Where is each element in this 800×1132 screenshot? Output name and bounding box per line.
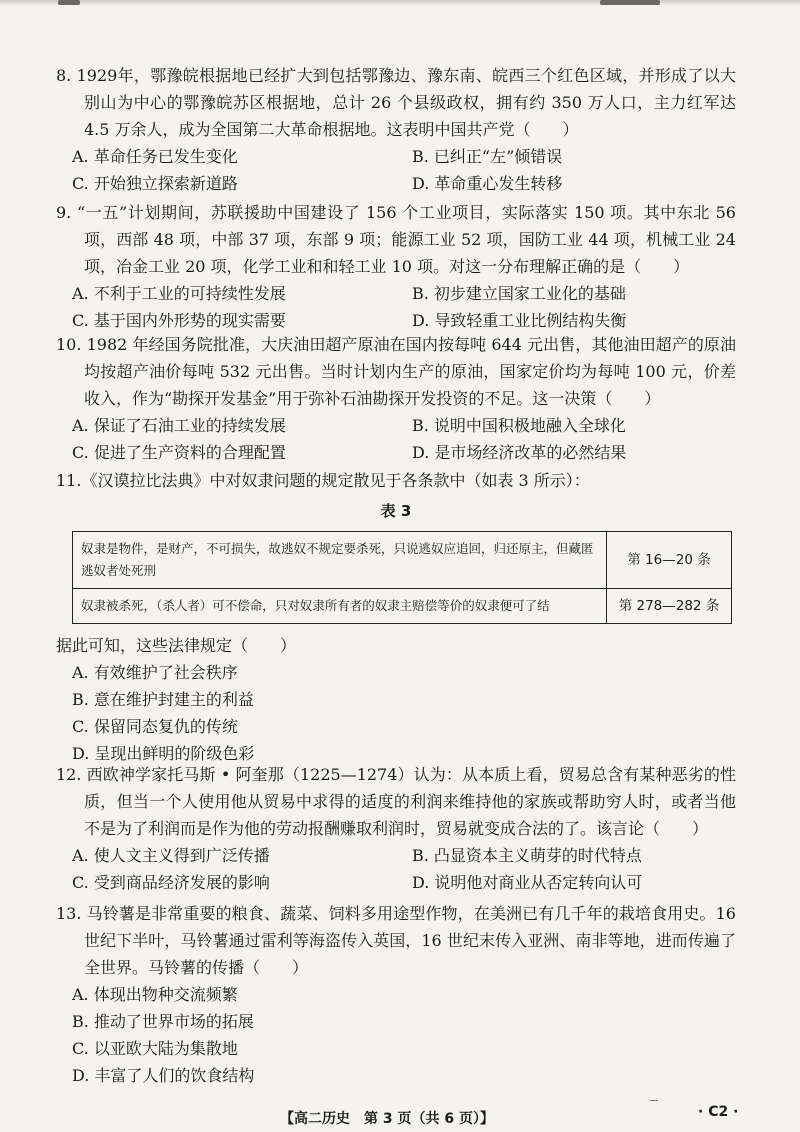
table-cell-ref: 第 16—20 条 bbox=[607, 532, 732, 589]
option-c[interactable]: C. 保留同态复仇的传统 bbox=[72, 717, 238, 736]
footer-tick bbox=[650, 1100, 658, 1101]
option-c[interactable]: C. 促进了生产资料的合理配置 bbox=[72, 443, 286, 462]
option-a[interactable]: A. 体现出物种交流频繁 bbox=[72, 985, 238, 1004]
question-11 bbox=[56, 467, 736, 767]
option-b[interactable]: B. 意在维护封建主的利益 bbox=[72, 690, 254, 709]
option-b[interactable]: B. 初步建立国家工业化的基础 bbox=[412, 284, 626, 303]
question-stem: 9. “一五”计划期间，苏联援助中国建设了 156 个工业项目，实际落实 150 项。其中东北 56 项，西部 48 项，中部 37 项，东部 9 项；能源工业 52 项，国防工业 44 项，机械工业 24 项，冶金工业 20 项，化学工业和和轻工业 10 项。对这一分布理解正确的是（ ） bbox=[56, 203, 736, 276]
page-footer: 【高二历史 第 3 页（共 6 页）】 bbox=[280, 1111, 494, 1127]
option-c[interactable]: C. 受到商品经济发展的影响 bbox=[72, 873, 270, 892]
option-b[interactable]: B. 说明中国积极地融入全球化 bbox=[412, 416, 626, 435]
table-cell-text: 奴隶是物件，是财产，不可损失，故逃奴不规定要杀死，只说逃奴应追回，归还原主，但藏匿逃奴者处死刑 bbox=[73, 532, 607, 589]
question-13 bbox=[56, 900, 736, 1089]
cropped-text-mark bbox=[58, 0, 80, 5]
question-10 bbox=[56, 331, 736, 466]
question-stem: 12. 西欧神学家托马斯 • 阿奎那（1225—1274）认为：从本质上看，贸易总含有某种恶劣的性质，但当一个人使用他从贸易中求得的适度的利润来维持他的家族或帮助穷人时，或者当他不是为了利润而是作为他的劳动报酬赚取利润时，贸易就变成合法的了。该言论（ ） bbox=[56, 765, 736, 838]
table-title: 表 3 bbox=[380, 502, 412, 520]
option-d[interactable]: D. 呈现出鲜明的阶级色彩 bbox=[72, 744, 255, 763]
table-row bbox=[73, 589, 732, 624]
option-c[interactable]: C. 基于国内外形势的现实需要 bbox=[72, 311, 286, 330]
table-cell-text: 奴隶被杀死，（杀人者）可不偿命，只对奴隶所有者的奴隶主赔偿等价的奴隶便可了结 bbox=[73, 589, 607, 624]
options bbox=[72, 981, 736, 1089]
option-d[interactable]: D. 导致轻重工业比例结构失衡 bbox=[412, 311, 627, 330]
law-table bbox=[72, 531, 732, 624]
option-a[interactable]: A. 革命任务已发生变化 bbox=[72, 147, 238, 166]
option-d[interactable]: D. 丰富了人们的饮食结构 bbox=[72, 1066, 255, 1085]
table-cell-ref: 第 278—282 条 bbox=[607, 589, 732, 624]
option-a[interactable]: A. 有效维护了社会秩序 bbox=[72, 663, 238, 682]
option-b[interactable]: B. 推动了世界市场的拓展 bbox=[72, 1012, 254, 1031]
table-row bbox=[73, 532, 732, 589]
question-stem: 11.《汉谟拉比法典》中对奴隶问题的规定散见于各条款中（如表 3 所示）： bbox=[56, 471, 590, 490]
option-c[interactable]: C. 开始独立探索新道路 bbox=[72, 174, 238, 193]
option-d[interactable]: D. 是市场经济改革的必然结果 bbox=[412, 443, 627, 462]
options bbox=[72, 412, 736, 466]
question-9 bbox=[56, 199, 736, 334]
options bbox=[72, 659, 736, 767]
option-b[interactable]: B. 凸显资本主义萌芽的时代特点 bbox=[412, 846, 642, 865]
option-a[interactable]: A. 保证了石油工业的持续发展 bbox=[72, 416, 286, 435]
top-edge-shadow bbox=[0, 0, 800, 6]
options bbox=[72, 143, 736, 197]
question-stem: 8. 1929年，鄂豫皖根据地已经扩大到包括鄂豫边、豫东南、皖西三个红色区域，并形成了以大别山为中心的鄂豫皖苏区根据地，总计 26 个县级政权，拥有约 350 万人口，主力红军达 4.5 万余人，成为全国第二大革命根据地。这表明中国共产党（ ） bbox=[56, 66, 736, 139]
cropped-text-mark bbox=[600, 0, 660, 5]
options bbox=[72, 280, 736, 334]
options bbox=[72, 842, 736, 896]
option-d[interactable]: D. 革命重心发生转移 bbox=[412, 174, 563, 193]
option-a[interactable]: A. 不利于工业的可持续性发展 bbox=[72, 284, 286, 303]
option-a[interactable]: A. 使人文主义得到广泛传播 bbox=[72, 846, 270, 865]
question-stem: 13. 马铃薯是非常重要的粮食、蔬菜、饲料多用途型作物，在美洲已有几千年的栽培食用史。16 世纪下半叶，马铃薯通过雷利等海盗传入英国，16 世纪末传入亚洲、南非等地，进而传遍了全世界。马铃薯的传播（ ） bbox=[56, 904, 736, 977]
option-d[interactable]: D. 说明他对商业从否定转向认可 bbox=[412, 873, 643, 892]
paper-code: · C2 · bbox=[698, 1104, 739, 1120]
question-8 bbox=[56, 62, 736, 197]
question-follow: 据此可知，这些法律规定（ ） bbox=[56, 636, 297, 655]
question-12 bbox=[56, 761, 736, 896]
option-b[interactable]: B. 已纠正“左”倾错误 bbox=[412, 147, 563, 166]
question-stem: 10. 1982 年经国务院批准，大庆油田超产原油在国内按每吨 644 元出售，其他油田超产的原油均按超产油价每吨 532 元出售。当时计划内生产的原油，国家定价均为每吨 100 元，价差收入，作为“勘探开发基金”用于弥补石油勘探开发投资的不足。这一决策（ ） bbox=[56, 335, 736, 408]
option-c[interactable]: C. 以亚欧大陆为集散地 bbox=[72, 1039, 238, 1058]
